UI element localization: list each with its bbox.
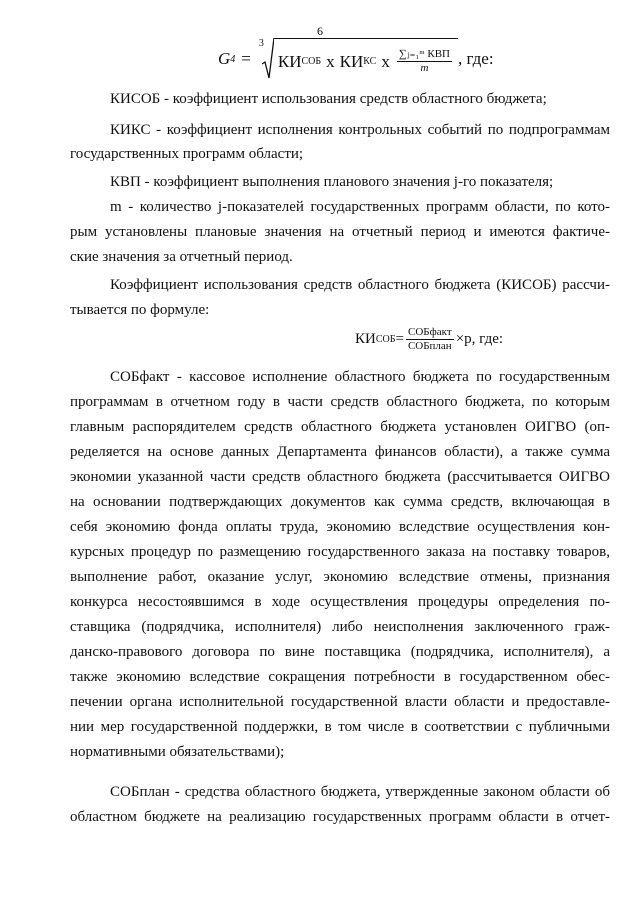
- formula-g4-lhs: G: [218, 49, 231, 68]
- sob-plan-line: областном бюджете на реализацию государственных программ области в отчет-: [70, 809, 610, 825]
- sob-fact-line: печении органа исполнительной государственной власти области и предоставле-: [70, 694, 610, 710]
- sob-fact-line: также экономию вследствие сокращения потребности в государственном обес-: [70, 669, 610, 685]
- sob-fact-line: нии мер государственной поддержки, в том числе в соответствии с публичными: [70, 719, 610, 735]
- sob-plan-line: СОБплан - средства областного бюджета, утвержденные законом области об: [110, 784, 610, 800]
- definition-kvp: КВП - коэффициент выполнения планового значения j-го показателя;: [110, 174, 554, 190]
- sob-fact-line: курсных процедур по размещению государственного заказа на поставку товаров,: [70, 544, 610, 560]
- sob-fact-line: выполнение работ, оказание услуг, экономию вследствие отмены, признания: [70, 569, 610, 585]
- ki-ks: КИ: [339, 51, 364, 71]
- sob-fact-numerator: СОБфакт: [408, 326, 452, 338]
- page-number: 6: [317, 24, 323, 38]
- formula-g4-equals: =: [241, 49, 251, 68]
- formula-ki-times-p: ×р, где:: [455, 330, 504, 347]
- kvp-sum: ∑ⱼ₌₁ᵐ КВП: [398, 48, 450, 61]
- definition-ki-ks-line: КИКС - коэффициент исполнения контрольных событий по подпрограммам: [110, 122, 610, 138]
- ki-ks-sub: КС: [363, 56, 377, 67]
- formula-g4-lhs-sub: 4: [230, 53, 236, 65]
- formula-ki-lhs: КИ: [355, 330, 376, 347]
- intro-line: Коэффициент использования средств областного бюджета (КИСОБ) рассчи-: [110, 277, 610, 293]
- definition-ki-ks-line: государственных программ области;: [70, 146, 304, 162]
- sob-fact-line: ставщика (подрядчика, исполнителя) либо неисполнения заключенного граж-: [70, 619, 610, 635]
- definition-m-line: m - количество j-показателей государственных программ области, по кото-: [110, 199, 610, 215]
- times-2: x: [381, 51, 390, 71]
- radical-sign-icon: [262, 38, 274, 80]
- kvp-denominator: m: [420, 62, 429, 74]
- formula-ki-equals: =: [395, 330, 404, 347]
- sob-fraction: [406, 326, 454, 352]
- definition-ki-sob: КИСОБ - коэффициент использования средств областного бюджета;: [110, 91, 547, 107]
- sob-fact-line: себя экономию фонда оплаты труда, экономию вследствие осуществления кон-: [70, 519, 610, 535]
- kvp-fraction: [397, 48, 452, 74]
- sob-fact-line: ределяется на основе данных Департамента финансов области), а также сумма: [70, 444, 610, 460]
- ki-sob-sub: СОБ: [301, 56, 322, 67]
- sob-fact-line: данско-правового договора по вине поставщика (подрядчика, исполнителя), а: [70, 644, 610, 660]
- sob-fact-line: на основании подтверждающих документов как сумма средств, включающая в: [70, 494, 610, 510]
- sob-plan-denominator: СОБплан: [407, 339, 452, 352]
- formula-ki-lhs-sub: СОБ: [375, 333, 396, 345]
- times-1: x: [326, 51, 335, 71]
- sob-fact-line: программам в отчетном году в части средств областного бюджета, по которым: [70, 394, 610, 410]
- ki-sob: КИ: [277, 51, 302, 71]
- sob-fact-line: СОБфакт - кассовое исполнение областного бюджета по государственным: [110, 369, 610, 385]
- sob-fact-line: нормативными обязательствами);: [70, 744, 285, 760]
- formula-ki-sob: [355, 326, 503, 352]
- formula-g4: [218, 38, 494, 80]
- formula-g4-where: , где:: [458, 49, 494, 68]
- cube-root: [259, 38, 458, 80]
- sob-fact-line: конкурса несостоявшимся в ходе осуществления процедуры определения по-: [70, 594, 610, 610]
- root-index: 3: [258, 38, 264, 49]
- definition-m-line: ские значения за отчетный период.: [70, 249, 293, 265]
- sob-fact-line: экономии указанной части средств областного бюджета (рассчитывается ОИГВО: [70, 469, 610, 485]
- sob-fact-line: главным распорядителем средств областного бюджета установлен ОИГВО (оп-: [70, 419, 610, 435]
- definition-m-line: рым установлены плановые значения на отчетный период и имеются фактиче-: [70, 224, 610, 240]
- intro-line: тывается по формуле:: [70, 302, 210, 318]
